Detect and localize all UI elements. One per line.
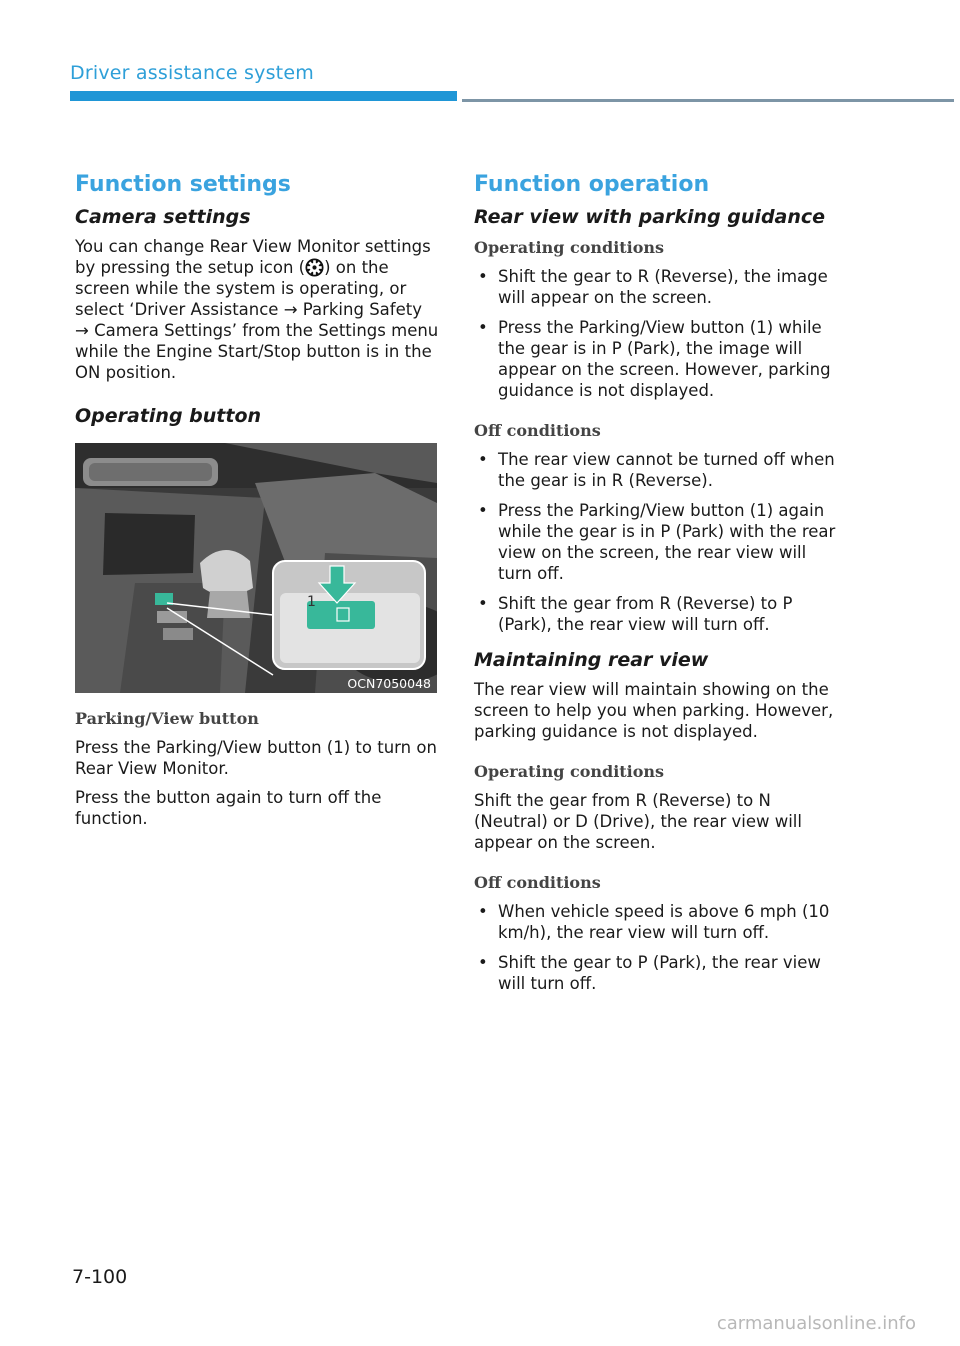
- center-console-illustration: [75, 443, 437, 693]
- header-rule-accent: [70, 91, 457, 101]
- list-item: • Shift the gear to R (Reverse), the image will appear on the screen.: [474, 266, 844, 308]
- subtitle-rear-view-parking-guidance: Rear view with parking guidance: [474, 206, 826, 228]
- maintaining-operating-title: Operating conditions: [474, 762, 665, 781]
- watermark: carmanualsonline.info: [716, 1313, 916, 1334]
- parking-view-button-title: Parking/View button: [75, 709, 259, 728]
- maintaining-off-list: [474, 901, 844, 994]
- section-title-function-operation: Function operation: [474, 172, 710, 197]
- operating-conditions-title: Operating conditions: [474, 238, 665, 257]
- off-conditions-title: Off conditions: [474, 421, 601, 440]
- list-item: • When vehicle speed is above 6 mph (10 km/h), the rear view will turn off.: [474, 901, 844, 943]
- callout-label: 1: [307, 594, 316, 610]
- setup-gear-icon: [305, 258, 324, 277]
- off-conditions-list: [474, 449, 844, 635]
- maintaining-intro: The rear view will maintain showing on the screen to help you when parking. However, parking guidance is not displayed.: [474, 680, 834, 741]
- header-title: Driver assistance system: [70, 62, 314, 84]
- section-title-function-settings: Function settings: [75, 172, 291, 197]
- list-item: • Shift the gear from R (Reverse) to P (Park), the rear view will turn off.: [474, 593, 844, 635]
- subtitle-camera-settings: Camera settings: [75, 206, 251, 228]
- subtitle-maintaining-rear-view: Maintaining rear view: [474, 649, 709, 671]
- list-item: • Press the Parking/View button (1) while the gear is in P (Park), the image will appear on the screen. However, parking guidance is not displayed.: [474, 317, 844, 401]
- list-item: • Press the Parking/View button (1) again while the gear is in P (Park) with the rear view on the screen, the rear view will turn off.: [474, 500, 844, 584]
- operating-button-paragraph: Press the button again to turn off the function.: [75, 788, 382, 828]
- operating-conditions-list: [474, 266, 844, 401]
- list-item: • The rear view cannot be turned off when the gear is in R (Reverse).: [474, 449, 844, 491]
- list-item: • Shift the gear to P (Park), the rear view will turn off.: [474, 952, 844, 994]
- maintaining-off-title: Off conditions: [474, 873, 601, 892]
- operating-button-paragraph: Press the Parking/View button (1) to turn on Rear View Monitor.: [75, 738, 437, 778]
- camera-settings-text: You can change Rear View Monitor settings by pressing the setup icon ( ) on the screen while the system is operating, or select ‘Driver Assistance → Parking Safety → Camera Settings’ from the Settings menu while the Engine Start/Stop button is in the ON position.: [75, 237, 439, 382]
- left-column: [75, 170, 440, 837]
- subtitle-operating-button: Operating button: [75, 405, 262, 427]
- maintaining-operating-text: Shift the gear from R (Reverse) to N (Neutral) or D (Drive), the rear view will appear on the screen.: [474, 791, 802, 852]
- right-column: [474, 170, 844, 1003]
- console-figure: [75, 443, 437, 693]
- figure-code: OCN7050048: [347, 676, 431, 691]
- page-number: 7-100: [72, 1266, 128, 1288]
- header-rule: [462, 99, 954, 102]
